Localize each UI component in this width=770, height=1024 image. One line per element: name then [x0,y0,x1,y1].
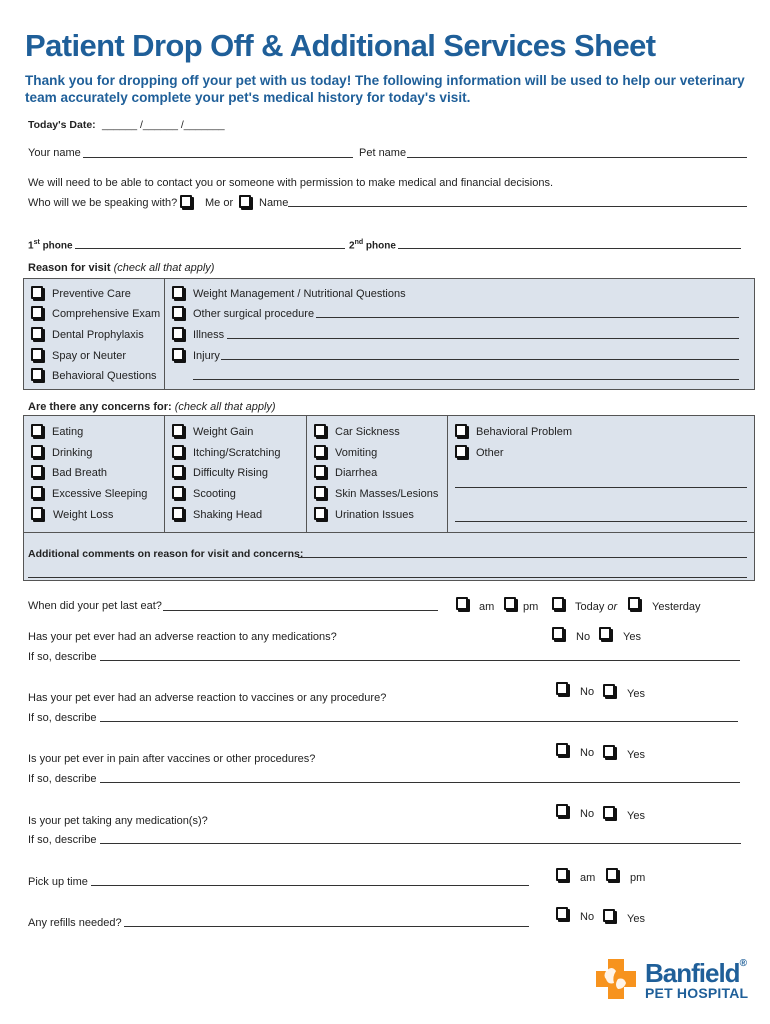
drinking-checkbox[interactable] [31,445,43,458]
vaccine-reaction-yes-label: Yes [627,688,645,700]
refills-yes-label: Yes [627,913,645,925]
eating-checkbox[interactable] [31,424,43,437]
taking-meds-yes-label: Yes [627,810,645,822]
bad-breath-label: Bad Breath [52,467,108,479]
dental-prophylaxis-label: Dental Prophylaxis [52,329,144,341]
meds-reaction-yes-checkbox[interactable] [599,627,611,640]
vaccine-reaction-describe-input[interactable] [100,721,738,722]
pain-yes-checkbox[interactable] [603,745,615,758]
preventive-care-label: Preventive Care [52,288,131,300]
scooting-label: Scooting [193,488,236,500]
page-title: Patient Drop Off & Additional Services Sheet [25,28,656,63]
pickup-pm-checkbox[interactable] [606,868,618,881]
behavioral-problem-label: Behavioral Problem [476,426,572,438]
pain-question: Is your pet ever in pain after vaccines or other procedures? [28,753,316,765]
your-name-input[interactable] [83,157,353,158]
other-surgical-input[interactable] [316,317,739,318]
yesterday-label: Yesterday [652,601,701,613]
meds-reaction-describe-input[interactable] [100,660,740,661]
taking-meds-yes-checkbox[interactable] [603,806,615,819]
pain-describe-input[interactable] [100,782,740,783]
meds-reaction-no-checkbox[interactable] [552,627,564,640]
refills-label: Any refills needed? [28,917,122,929]
other-surgical-label: Other surgical procedure [193,308,315,320]
last-eat-am-label: am [479,601,495,613]
meds-reaction-no-label: No [576,631,591,643]
vaccine-reaction-no-checkbox[interactable] [556,682,568,695]
me-checkbox[interactable] [180,195,192,208]
vomiting-checkbox[interactable] [314,445,326,458]
todays-date-label: Today's Date: [28,119,96,131]
today-label: Today or [575,601,618,613]
last-eat-pm-label: pm [523,601,539,613]
concerns-heading: Are there any concerns for: (check all that apply) [28,401,276,413]
pain-no-label: No [580,747,595,759]
concerns-divider-1 [164,415,165,533]
pain-describe-label: If so, describe [28,773,97,785]
taking-meds-question: Is your pet taking any medication(s)? [28,815,208,827]
behavioral-questions-label: Behavioral Questions [52,370,157,382]
excessive-sleeping-label: Excessive Sleeping [52,488,148,500]
other-surgical-checkbox[interactable] [172,306,184,319]
weight-management-label: Weight Management / Nutritional Questions [193,288,406,300]
first-phone-label: 1st phone [28,239,73,252]
pickup-am-checkbox[interactable] [556,868,568,881]
comments-input-1[interactable] [298,557,747,558]
spay-neuter-label: Spay or Neuter [52,350,126,362]
shaking-head-label: Shaking Head [193,509,263,521]
contact-name-label: Name [259,197,289,209]
weight-management-checkbox[interactable] [172,286,184,299]
reason-divider [164,278,165,390]
comments-input-2[interactable] [28,577,747,578]
vomiting-label: Vomiting [335,447,378,459]
car-sickness-label: Car Sickness [335,426,400,438]
eating-label: Eating [52,426,84,438]
last-eat-input[interactable] [163,610,438,611]
me-or-label: Me or [205,197,234,209]
drinking-label: Drinking [52,447,93,459]
pain-no-checkbox[interactable] [556,743,568,756]
pet-name-label: Pet name [359,147,407,159]
other-concern-checkbox[interactable] [455,445,467,458]
taking-meds-no-label: No [580,808,595,820]
taking-meds-describe-label: If so, describe [28,834,97,846]
other-concern-label: Other [476,447,504,459]
banfield-logo-icon [594,957,638,1001]
weight-loss-checkbox[interactable] [31,507,43,520]
car-sickness-checkbox[interactable] [314,424,326,437]
second-phone-label: 2nd phone [349,239,396,252]
contact-name-input[interactable] [288,206,747,207]
behavioral-questions-checkbox[interactable] [31,368,43,381]
comments-label: Additional comments on reason for visit and concerns: [28,548,304,560]
skin-masses-label: Skin Masses/Lesions [335,488,439,500]
diarrhea-label: Diarrhea [335,467,378,479]
second-phone-input[interactable] [398,248,741,249]
other-concern-input-1[interactable] [455,487,747,488]
injury-label: Injury [193,350,220,362]
concerns-divider-2 [306,415,307,533]
illness-input[interactable] [227,338,739,339]
last-eat-question: When did your pet last eat? [28,600,162,612]
refills-no-label: No [580,911,595,923]
injury-checkbox[interactable] [172,348,184,361]
refills-yes-checkbox[interactable] [603,909,615,922]
difficulty-rising-checkbox[interactable] [172,465,184,478]
illness-label: Illness [193,329,225,341]
logo-wordmark: Banfield® [645,958,746,988]
diarrhea-checkbox[interactable] [314,465,326,478]
todays-date-field[interactable]: ______ /______ /_______ [102,119,225,131]
reason-heading: Reason for visit (check all that apply) [28,262,215,274]
excessive-sleeping-checkbox[interactable] [31,486,43,499]
your-name-label: Your name [28,147,81,159]
meds-reaction-yes-label: Yes [623,631,641,643]
pickup-input[interactable] [91,885,529,886]
last-eat-am-checkbox[interactable] [456,597,468,610]
last-eat-pm-checkbox[interactable] [504,597,516,610]
comprehensive-exam-checkbox[interactable] [31,306,43,319]
yesterday-checkbox[interactable] [628,597,640,610]
comprehensive-exam-label: Comprehensive Exam [52,308,161,320]
scooting-checkbox[interactable] [172,486,184,499]
difficulty-rising-label: Difficulty Rising [193,467,268,479]
meds-reaction-question: Has your pet ever had an adverse reaction to any medications? [28,631,337,643]
concerns-divider-3 [447,415,448,533]
spay-neuter-checkbox[interactable] [31,348,43,361]
other-concern-input-2[interactable] [455,521,747,522]
itching-checkbox[interactable] [172,445,184,458]
vaccine-reaction-describe-label: If so, describe [28,712,97,724]
weight-gain-label: Weight Gain [193,426,254,438]
shaking-head-checkbox[interactable] [172,507,184,520]
injury-input-extra[interactable] [193,379,739,380]
preventive-care-checkbox[interactable] [31,286,43,299]
pain-yes-label: Yes [627,749,645,761]
speaking-with-question: Who will we be speaking with? [28,197,178,209]
urination-issues-label: Urination Issues [335,509,414,521]
refills-no-checkbox[interactable] [556,907,568,920]
today-checkbox[interactable] [552,597,564,610]
dental-prophylaxis-checkbox[interactable] [31,327,43,340]
itching-label: Itching/Scratching [193,447,281,459]
pickup-am-label: am [580,872,596,884]
meds-reaction-describe-label: If so, describe [28,651,97,663]
pet-name-input[interactable] [407,157,747,158]
skin-masses-checkbox[interactable] [314,486,326,499]
vaccine-reaction-no-label: No [580,686,595,698]
name-checkbox[interactable] [239,195,251,208]
urination-issues-checkbox[interactable] [314,507,326,520]
taking-meds-describe-input[interactable] [100,843,741,844]
taking-meds-no-checkbox[interactable] [556,804,568,817]
contact-note: We will need to be able to contact you or someone with permission to make medical and financial decisions. [28,177,554,189]
bad-breath-checkbox[interactable] [31,465,43,478]
pickup-pm-label: pm [630,872,646,884]
weight-gain-checkbox[interactable] [172,424,184,437]
vaccine-reaction-yes-checkbox[interactable] [603,684,615,697]
illness-checkbox[interactable] [172,327,184,340]
injury-input[interactable] [221,359,739,360]
weight-loss-label: Weight Loss [53,509,114,521]
pickup-label: Pick up time [28,876,88,888]
concerns-separator [23,532,754,533]
first-phone-input[interactable] [75,248,345,249]
behavioral-problem-checkbox[interactable] [455,424,467,437]
vaccine-reaction-question: Has your pet ever had an adverse reaction to vaccines or any procedure? [28,692,387,704]
refills-input[interactable] [124,926,529,927]
intro-text: Thank you for dropping off your pet with us today! The following information will be used to help our veterinary team accurately complete your pet's medical history for today's visit. [25,73,745,105]
logo-subtitle: PET HOSPITAL [645,985,749,1001]
